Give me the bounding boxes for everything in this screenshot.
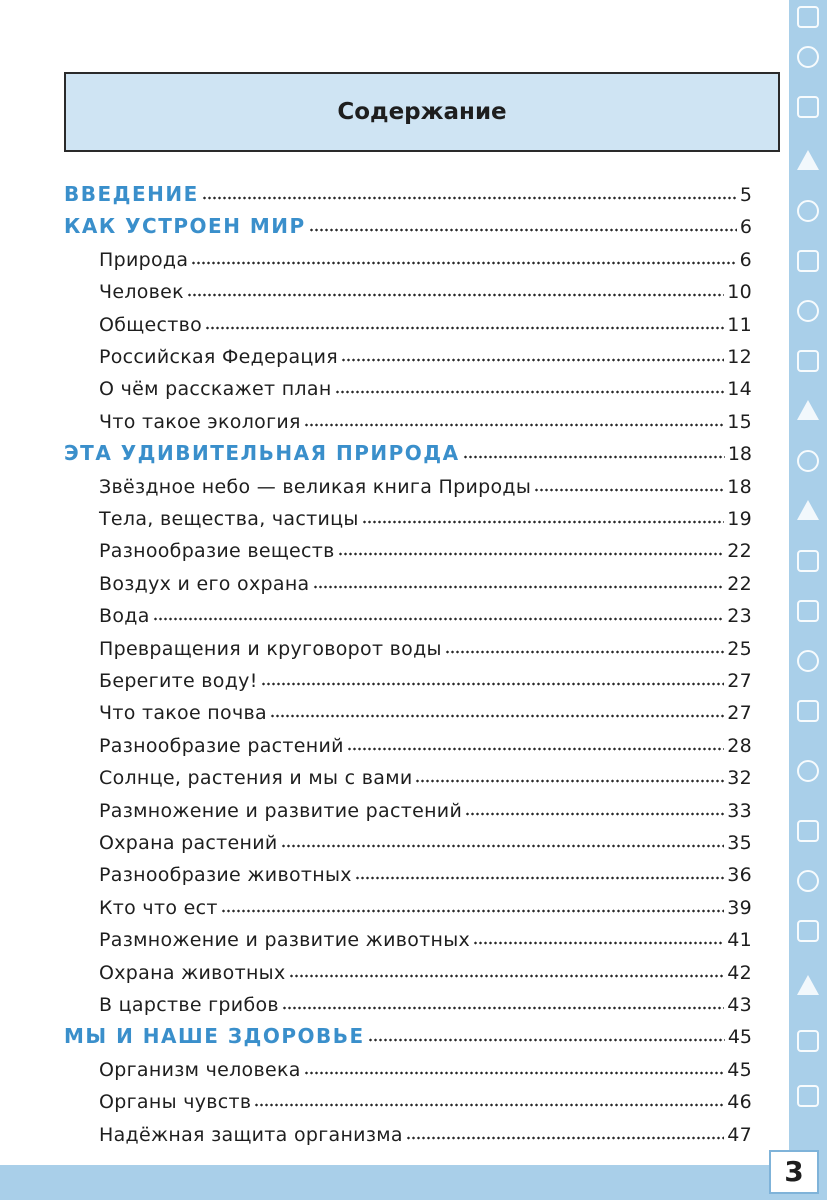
toc-section: [64, 176, 752, 206]
entry-title: Солнце, растения и мы с вами: [99, 767, 413, 790]
page-ref: 6: [739, 216, 752, 239]
toc-entry: [99, 694, 752, 724]
toc-entry: [99, 662, 752, 692]
page-ref: 18: [727, 475, 752, 498]
dot-leader: [341, 358, 724, 362]
page-ref: 28: [727, 734, 752, 757]
page-ref: 45: [727, 1026, 752, 1049]
entry-title: Разнообразие животных: [99, 864, 352, 887]
toc-section: [64, 1018, 752, 1048]
toc-entry: [99, 1051, 752, 1081]
page-ref: 5: [739, 184, 752, 206]
toc-entry: [99, 306, 752, 336]
section-title: ВВЕДЕНИЕ: [64, 182, 199, 206]
entry-title: Общество: [99, 313, 202, 336]
entry-title: Что такое экология: [99, 410, 301, 433]
toc-entry: [99, 500, 752, 530]
entry-title: В царстве грибов: [99, 994, 279, 1016]
toc-entry: [99, 565, 752, 595]
entry-title: Охрана растений: [99, 832, 278, 854]
page-ref: 25: [727, 637, 752, 660]
toc-entry: [99, 273, 752, 303]
entry-title: Берегите воду!: [99, 670, 258, 692]
dot-leader: [415, 779, 724, 783]
entry-title: Превращения и круговорот воды: [99, 637, 442, 660]
page-number: 3: [769, 1150, 819, 1194]
page-ref: 36: [727, 864, 752, 887]
page-ref: 32: [727, 767, 752, 790]
page-title: Содержание: [337, 99, 507, 125]
entry-title: Что такое почва: [99, 702, 267, 725]
toc-entry: [99, 889, 752, 919]
entry-title: Размножение и развитие животных: [99, 929, 471, 952]
entry-title: Воздух и его охрана: [99, 572, 310, 595]
entry-title: Надёжная защита организма: [99, 1123, 403, 1146]
toc-entry: [99, 630, 752, 660]
dot-leader: [202, 196, 737, 200]
dot-leader: [304, 1071, 725, 1075]
dot-leader: [362, 520, 725, 524]
dot-leader: [473, 941, 724, 945]
dot-leader: [254, 1103, 724, 1107]
page-ref: 6: [739, 248, 752, 271]
entry-title: Природа: [99, 248, 189, 271]
toc-entry: [99, 921, 752, 951]
entry-title: Органы чувств: [99, 1091, 252, 1114]
dot-leader: [270, 714, 724, 718]
toc-entry: [99, 532, 752, 562]
page-ref: 12: [727, 346, 752, 368]
dot-leader: [221, 909, 725, 913]
entry-title: Разнообразие растений: [99, 734, 344, 757]
page-ref: 22: [727, 540, 752, 563]
page-ref: 18: [727, 443, 752, 466]
dot-leader: [338, 552, 725, 556]
toc-entry: [99, 468, 752, 498]
dot-leader: [153, 617, 725, 621]
dot-leader: [445, 650, 724, 654]
dot-leader: [465, 812, 724, 816]
dot-leader: [282, 1006, 724, 1010]
dot-leader: [205, 326, 724, 330]
page-ref: 41: [727, 929, 752, 952]
page-ref: 35: [727, 832, 752, 854]
toc-entry: [99, 370, 752, 400]
toc-entry: [99, 403, 752, 433]
section-title: МЫ И НАШЕ ЗДОРОВЬЕ: [64, 1024, 365, 1049]
toc-entry: [99, 759, 752, 789]
entry-title: Организм человека: [99, 1058, 301, 1081]
entry-title: Звёздное небо — великая книга Природы: [99, 475, 532, 498]
entry-title: Кто что ест: [99, 896, 218, 919]
dot-leader: [309, 228, 737, 232]
toc-entry: [99, 856, 752, 886]
page-ref: 11: [727, 313, 752, 336]
dot-leader: [304, 423, 724, 427]
page-ref: 27: [727, 670, 752, 692]
page-ref: 39: [727, 896, 752, 919]
page-ref: 45: [727, 1058, 752, 1081]
page-ref: 47: [727, 1123, 752, 1146]
dot-leader: [463, 455, 725, 459]
entry-title: Размножение и развитие растений: [99, 799, 463, 822]
toc-section: [64, 208, 752, 238]
toc-entry: [99, 338, 752, 368]
entry-title: Разнообразие веществ: [99, 540, 335, 563]
toc-entry: [99, 986, 752, 1016]
entry-title: Вода: [99, 605, 150, 628]
dot-leader: [261, 682, 725, 686]
entry-title: О чём расскажет план: [99, 378, 332, 401]
section-title: ЭТА УДИВИТЕЛЬНАЯ ПРИРОДА: [64, 441, 460, 466]
toc-entry: [99, 792, 752, 822]
dot-leader: [534, 488, 724, 492]
entry-title: Охрана животных: [99, 961, 286, 984]
entry-title: Тела, вещества, частицы: [99, 508, 359, 530]
dot-leader: [281, 844, 725, 848]
toc-entry: [99, 954, 752, 984]
page-ref: 46: [727, 1091, 752, 1114]
page-ref: 23: [727, 605, 752, 628]
toc-section: [64, 435, 752, 465]
dot-leader: [335, 390, 725, 394]
dot-leader: [191, 261, 736, 265]
page-ref: 27: [727, 702, 752, 725]
dot-leader: [406, 1136, 724, 1140]
entry-title: Человек: [99, 281, 184, 304]
section-title: КАК УСТРОЕН МИР: [64, 214, 306, 239]
dot-leader: [368, 1038, 725, 1042]
page-ref: 10: [727, 281, 752, 304]
toc-entry: [99, 1116, 752, 1146]
dot-leader: [187, 293, 724, 297]
page-ref: 43: [727, 994, 752, 1016]
toc-entry: [99, 727, 752, 757]
page-ref: 33: [727, 799, 752, 822]
page-ref: 22: [727, 572, 752, 595]
page-ref: 15: [727, 410, 752, 433]
page-ref: 19: [727, 508, 752, 530]
toc-entry: [99, 1083, 752, 1113]
dot-leader: [289, 974, 725, 978]
dot-leader: [313, 585, 725, 589]
dot-leader: [347, 747, 724, 751]
toc-entry: [99, 597, 752, 627]
toc-entry: [99, 824, 752, 854]
page-ref: 42: [727, 961, 752, 984]
page-ref: 14: [727, 378, 752, 401]
entry-title: Российская Федерация: [99, 346, 338, 368]
toc-entry: [99, 241, 752, 271]
dot-leader: [355, 876, 724, 880]
